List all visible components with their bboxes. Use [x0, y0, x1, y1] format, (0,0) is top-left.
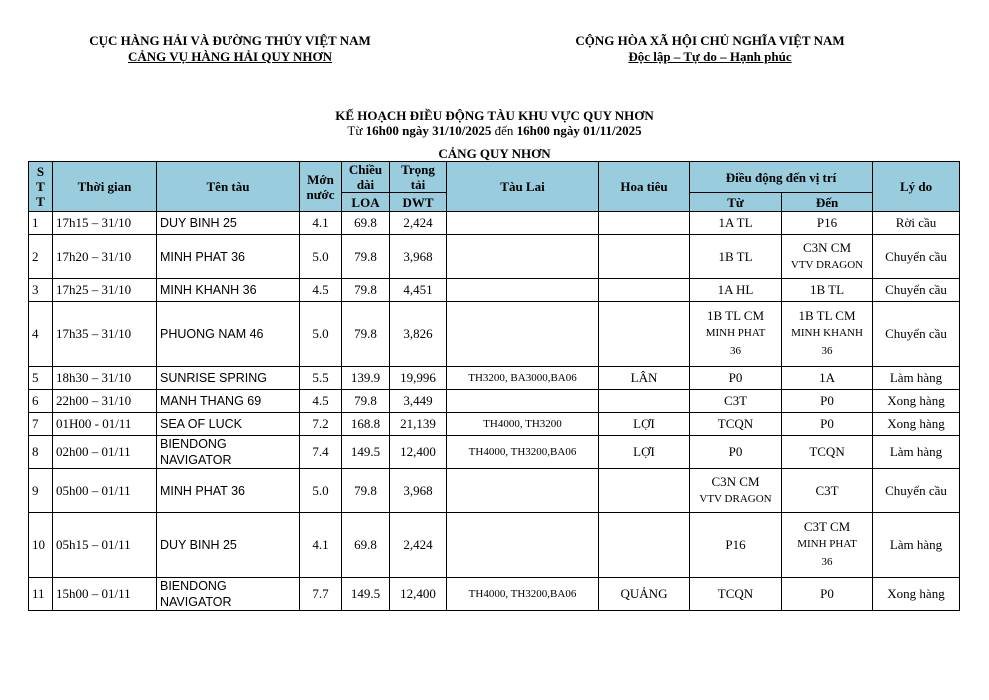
ship-name-line: DUY BINH 25	[160, 216, 237, 230]
cell-time: 17h20 – 31/10	[53, 235, 157, 279]
cell-reason: Làm hàng	[873, 367, 960, 390]
to-line: MINH PHAT	[797, 538, 857, 550]
from-line: 1B TL	[718, 248, 753, 264]
table-row	[29, 513, 960, 578]
from-line: P0	[728, 444, 743, 459]
cell-loa: 69.8	[342, 212, 390, 235]
from-line: TCQN	[717, 586, 754, 601]
to-line: P16	[816, 215, 838, 230]
cell-pilot	[599, 390, 690, 413]
ship-name-line: SEA OF LUCK	[160, 417, 242, 431]
cell-ship	[157, 513, 300, 578]
cell-tug: TH4000, TH3200,BA06	[447, 436, 599, 469]
table-row	[29, 390, 960, 413]
table-row	[29, 469, 960, 513]
cell-ship	[157, 578, 300, 611]
cell-dwt: 4,451	[390, 279, 447, 302]
cell-stt: 5	[29, 367, 53, 390]
ship-name-line: NAVIGATOR	[160, 595, 232, 609]
cell-draft: 7.7	[300, 578, 342, 611]
cell-reason: Làm hàng	[873, 513, 960, 578]
ship-name-line: SUNRISE SPRING	[160, 371, 267, 385]
cell-from	[690, 235, 782, 279]
agency-parent: CỤC HÀNG HẢI VÀ ĐƯỜNG THỦY VIỆT NAM	[89, 33, 371, 48]
cell-ship	[157, 436, 300, 469]
cell-to	[782, 513, 873, 578]
cell-stt: 9	[29, 469, 53, 513]
document-period	[0, 123, 989, 138]
schedule-table	[28, 161, 960, 611]
cell-dwt: 2,424	[390, 513, 447, 578]
cell-loa: 79.8	[342, 390, 390, 413]
cell-dwt: 2,424	[390, 212, 447, 235]
col-reason: Lý do	[873, 162, 960, 212]
col-tonnage: Trọng tải	[390, 162, 447, 193]
ship-name-line: BIENDONG	[160, 579, 227, 593]
cell-stt: 6	[29, 390, 53, 413]
cell-reason: Chuyển cầu	[873, 235, 960, 279]
col-stt: S T T	[29, 162, 53, 212]
cell-dwt: 3,968	[390, 469, 447, 513]
cell-pilot: LỢI	[599, 436, 690, 469]
to-line: 1A	[819, 370, 835, 385]
cell-stt: 8	[29, 436, 53, 469]
cell-draft: 5.0	[300, 235, 342, 279]
cell-pilot: QUẢNG	[599, 578, 690, 611]
cell-stt: 1	[29, 212, 53, 235]
cell-ship	[157, 235, 300, 279]
cell-draft: 5.0	[300, 469, 342, 513]
ship-name-line: MANH THANG 69	[160, 394, 262, 408]
table-row	[29, 413, 960, 436]
period-to-word: đến	[494, 123, 514, 138]
col-tug: Tàu Lai	[447, 162, 599, 212]
cell-time: 17h25 – 31/10	[53, 279, 157, 302]
cell-loa: 69.8	[342, 513, 390, 578]
to-line: C3N CM	[802, 239, 852, 255]
cell-to	[782, 390, 873, 413]
cell-ship	[157, 302, 300, 367]
cell-tug	[447, 279, 599, 302]
cell-dwt: 3,449	[390, 390, 447, 413]
ship-name-line: PHUONG NAM 46	[160, 327, 264, 341]
cell-tug: TH4000, TH3200	[447, 413, 599, 436]
col-pilot: Hoa tiêu	[599, 162, 690, 212]
cell-reason: Chuyển cầu	[873, 279, 960, 302]
cell-reason: Làm hàng	[873, 436, 960, 469]
cell-draft: 4.1	[300, 513, 342, 578]
cell-tug: TH3200, BA3000,BA06	[447, 367, 599, 390]
cell-tug	[447, 302, 599, 367]
title-block	[0, 108, 989, 138]
cell-to	[782, 235, 873, 279]
cell-to	[782, 212, 873, 235]
col-to: Đến	[782, 193, 873, 212]
cell-from	[690, 436, 782, 469]
cell-from	[690, 469, 782, 513]
table-row	[29, 436, 960, 469]
cell-reason: Chuyển cầu	[873, 469, 960, 513]
cell-pilot	[599, 513, 690, 578]
table-row	[29, 367, 960, 390]
cell-stt: 2	[29, 235, 53, 279]
agency-name: CẢNG VỤ HÀNG HẢI QUY NHƠN	[127, 49, 333, 64]
table-row	[29, 212, 960, 235]
to-line: VTV DRAGON	[790, 258, 864, 271]
cell-dwt: 21,139	[390, 413, 447, 436]
cell-ship	[157, 279, 300, 302]
cell-reason: Rời cầu	[873, 212, 960, 235]
cell-loa: 139.9	[342, 367, 390, 390]
cell-dwt: 19,996	[390, 367, 447, 390]
cell-to	[782, 367, 873, 390]
col-length: Chiều dài	[342, 162, 390, 193]
cell-from	[690, 212, 782, 235]
document-title: KẾ HOẠCH ĐIỀU ĐỘNG TÀU KHU VỰC QUY NHƠN	[335, 108, 654, 123]
col-ship: Tên tàu	[157, 162, 300, 212]
to-line: 36	[821, 345, 833, 357]
to-line: P0	[820, 586, 834, 601]
cell-draft: 5.5	[300, 367, 342, 390]
cell-time: 18h30 – 31/10	[53, 367, 157, 390]
from-line: MINH PHAT	[705, 327, 766, 339]
period-from-time: 16h00 ngày 31/10/2025	[365, 123, 492, 138]
to-line: MINH KHANH	[791, 327, 863, 339]
cell-time: 17h15 – 31/10	[53, 212, 157, 235]
cell-loa: 149.5	[342, 578, 390, 611]
national-motto: Độc lập – Tự do – Hạnh phúc	[628, 49, 792, 64]
ship-name-line: NAVIGATOR	[160, 453, 232, 467]
col-from: Từ	[690, 193, 782, 212]
to-line: C3T CM	[803, 519, 851, 534]
cell-ship	[157, 212, 300, 235]
from-line: C3T	[723, 393, 748, 408]
to-line: C3T	[815, 482, 839, 498]
cell-to	[782, 578, 873, 611]
cell-pilot	[599, 235, 690, 279]
cell-stt: 7	[29, 413, 53, 436]
table-row	[29, 279, 960, 302]
from-line: P16	[725, 537, 746, 552]
cell-dwt: 3,826	[390, 302, 447, 367]
cell-pilot: LÂN	[599, 367, 690, 390]
cell-stt: 11	[29, 578, 53, 611]
cell-reason: Xong hàng	[873, 390, 960, 413]
cell-tug	[447, 469, 599, 513]
cell-to	[782, 279, 873, 302]
cell-time: 22h00 – 31/10	[53, 390, 157, 413]
from-line: C3N CM	[711, 473, 760, 489]
cell-ship	[157, 390, 300, 413]
cell-reason: Xong hàng	[873, 578, 960, 611]
cell-loa: 79.8	[342, 235, 390, 279]
national-name: CỘNG HÒA XÃ HỘI CHỦ NGHĨA VIỆT NAM	[575, 33, 845, 48]
to-line: 1B TL	[809, 282, 845, 297]
cell-dwt: 3,968	[390, 235, 447, 279]
cell-from	[690, 578, 782, 611]
cell-pilot	[599, 469, 690, 513]
cell-draft: 7.2	[300, 413, 342, 436]
cell-time: 05h15 – 01/11	[53, 513, 157, 578]
cell-to	[782, 436, 873, 469]
period-from-word: Từ	[347, 123, 363, 138]
table-row	[29, 235, 960, 279]
from-line: 1A TL	[718, 215, 753, 230]
cell-pilot	[599, 212, 690, 235]
cell-stt: 3	[29, 279, 53, 302]
to-line: TCQN	[809, 444, 845, 459]
ship-name-line: MINH KHANH 36	[160, 283, 257, 297]
cell-draft: 4.5	[300, 390, 342, 413]
col-length-unit: LOA	[342, 193, 390, 212]
cell-loa: 168.8	[342, 413, 390, 436]
port-name: CẢNG QUY NHƠN	[438, 146, 551, 161]
agency-header	[60, 33, 400, 65]
cell-time: 17h35 – 31/10	[53, 302, 157, 367]
cell-stt: 10	[29, 513, 53, 578]
cell-to	[782, 469, 873, 513]
cell-from	[690, 302, 782, 367]
cell-draft: 7.4	[300, 436, 342, 469]
col-time: Thời gian	[53, 162, 157, 212]
ship-name-line: MINH PHAT 36	[160, 483, 245, 498]
cell-pilot	[599, 279, 690, 302]
cell-from	[690, 367, 782, 390]
cell-from	[690, 390, 782, 413]
cell-time: 02h00 – 01/11	[53, 436, 157, 469]
cell-ship	[157, 413, 300, 436]
cell-to	[782, 302, 873, 367]
cell-loa: 149.5	[342, 436, 390, 469]
from-line: TCQN	[717, 416, 754, 431]
from-line: P0	[728, 370, 743, 385]
cell-draft: 4.5	[300, 279, 342, 302]
cell-reason: Xong hàng	[873, 413, 960, 436]
period-to-time: 16h00 ngày 01/11/2025	[516, 123, 642, 138]
cell-loa: 79.8	[342, 279, 390, 302]
cell-ship	[157, 367, 300, 390]
cell-stt: 4	[29, 302, 53, 367]
cell-pilot	[599, 302, 690, 367]
col-move: Điều động đến vị trí	[690, 162, 873, 193]
table-row	[29, 302, 960, 367]
cell-from	[690, 513, 782, 578]
to-line: 36	[821, 556, 833, 568]
cell-loa: 79.8	[342, 469, 390, 513]
ship-name-line: DUY BINH 25	[160, 538, 237, 552]
cell-ship	[157, 469, 300, 513]
table-header	[29, 162, 960, 212]
col-tonnage-unit: DWT	[390, 193, 447, 212]
from-line: 36	[730, 345, 741, 357]
cell-tug	[447, 212, 599, 235]
national-header	[530, 33, 890, 65]
ship-name-line: BIENDONG	[160, 437, 227, 451]
cell-from	[690, 279, 782, 302]
cell-dwt: 12,400	[390, 436, 447, 469]
cell-tug	[447, 235, 599, 279]
cell-time: 05h00 – 01/11	[53, 469, 157, 513]
table-row	[29, 578, 960, 611]
cell-time: 15h00 – 01/11	[53, 578, 157, 611]
cell-tug	[447, 513, 599, 578]
cell-pilot: LỢI	[599, 413, 690, 436]
cell-loa: 79.8	[342, 302, 390, 367]
cell-tug	[447, 390, 599, 413]
cell-to	[782, 413, 873, 436]
col-draft: Mớn nước	[300, 162, 342, 212]
cell-time: 01H00 - 01/11	[53, 413, 157, 436]
cell-tug: TH4000, TH3200,BA06	[447, 578, 599, 611]
from-line: VTV DRAGON	[699, 492, 772, 505]
table-body	[29, 212, 960, 611]
from-line: 1B TL CM	[706, 308, 765, 323]
cell-draft: 4.1	[300, 212, 342, 235]
cell-draft: 5.0	[300, 302, 342, 367]
from-line: 1A HL	[717, 282, 754, 297]
cell-dwt: 12,400	[390, 578, 447, 611]
to-line: P0	[820, 393, 834, 408]
to-line: P0	[820, 416, 834, 431]
to-line: 1B TL CM	[798, 308, 856, 323]
ship-name-line: MINH PHAT 36	[160, 249, 245, 264]
cell-from	[690, 413, 782, 436]
cell-reason: Chuyển cầu	[873, 302, 960, 367]
